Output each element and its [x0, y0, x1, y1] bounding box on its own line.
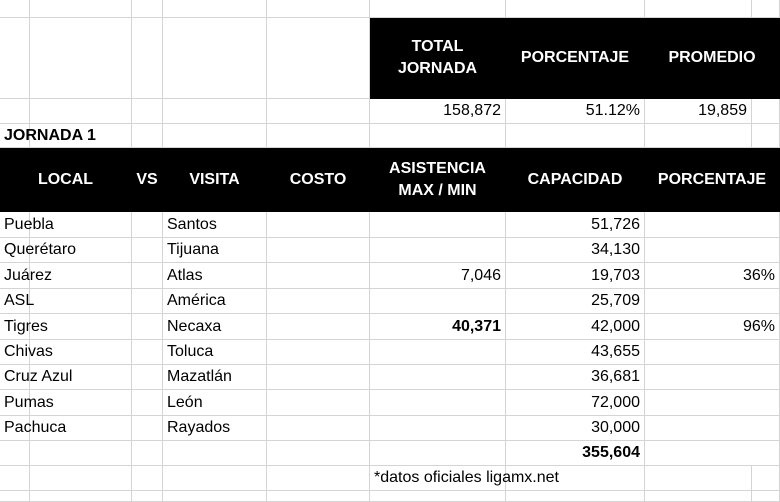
cell-local[interactable]: Pachuca — [0, 416, 30, 441]
cell-local[interactable]: Cruz Azul — [0, 365, 30, 390]
grid-cell[interactable] — [132, 365, 163, 390]
cell-asistencia[interactable] — [370, 416, 506, 441]
grid-cell[interactable] — [267, 238, 370, 263]
cell-porcentaje[interactable]: 36% — [645, 263, 780, 289]
grid-cell[interactable] — [370, 491, 506, 502]
cell-local[interactable]: Pumas — [0, 390, 30, 416]
cell-visita[interactable]: Toluca — [163, 340, 267, 365]
grid-cell[interactable] — [163, 466, 267, 491]
header-porcentaje[interactable]: PORCENTAJE — [645, 148, 780, 212]
grid-cell[interactable] — [752, 491, 780, 502]
grid-cell[interactable] — [132, 466, 163, 491]
cell-capacidad[interactable]: 34,130 — [506, 238, 645, 263]
cell-asistencia[interactable] — [370, 289, 506, 314]
header-capacidad[interactable]: CAPACIDAD — [506, 148, 645, 212]
grid-cell[interactable] — [132, 441, 163, 466]
grid-cell[interactable] — [267, 263, 370, 289]
cell-capacidad[interactable]: 51,726 — [506, 212, 645, 238]
cell-porcentaje[interactable]: 96% — [645, 314, 780, 340]
grid-cell[interactable] — [30, 18, 132, 99]
grid-cell[interactable] — [132, 212, 163, 238]
grid-cell[interactable] — [645, 491, 752, 502]
grid-cell[interactable] — [132, 238, 163, 263]
grid-cell[interactable] — [132, 390, 163, 416]
cell-capacidad[interactable]: 72,000 — [506, 390, 645, 416]
summary-average-header[interactable]: PROMEDIO — [645, 18, 780, 99]
header-costo[interactable]: COSTO — [267, 148, 370, 212]
cell-visita[interactable]: Necaxa — [163, 314, 267, 340]
cell-visita[interactable]: Mazatlán — [163, 365, 267, 390]
cell-local[interactable]: Querétaro — [0, 238, 30, 263]
grid-cell[interactable] — [30, 289, 132, 314]
grid-cell[interactable] — [267, 212, 370, 238]
grid-cell[interactable] — [267, 340, 370, 365]
cell-asistencia[interactable]: 40,371 — [370, 314, 506, 340]
grid-cell[interactable] — [163, 99, 267, 124]
summary-average-value[interactable]: 19,859 — [645, 99, 752, 124]
grid-cell[interactable] — [163, 441, 267, 466]
grid-cell[interactable] — [30, 491, 132, 502]
grid-cell[interactable] — [132, 99, 163, 124]
cell-local[interactable]: Chivas — [0, 340, 30, 365]
grid-cell[interactable] — [0, 466, 30, 491]
grid-cell[interactable] — [267, 390, 370, 416]
grid-cell[interactable] — [30, 212, 132, 238]
grid-cell[interactable] — [267, 365, 370, 390]
grid-cell[interactable] — [0, 491, 30, 502]
grid-cell[interactable] — [132, 0, 163, 18]
grid-cell[interactable] — [267, 99, 370, 124]
total-capacidad[interactable]: 355,604 — [506, 441, 645, 466]
cell-visita[interactable]: Tijuana — [163, 238, 267, 263]
grid-cell[interactable] — [267, 124, 370, 148]
cell-porcentaje[interactable] — [645, 212, 780, 238]
summary-percent-header[interactable]: PORCENTAJE — [506, 18, 645, 99]
grid-cell[interactable] — [30, 0, 132, 18]
grid-cell[interactable] — [645, 441, 780, 466]
cell-asistencia[interactable] — [370, 238, 506, 263]
header-asistencia[interactable]: ASISTENCIA MAX / MIN — [370, 148, 506, 212]
grid-cell[interactable] — [30, 441, 132, 466]
cell-capacidad[interactable]: 19,703 — [506, 263, 645, 289]
grid-cell[interactable] — [132, 124, 163, 148]
summary-percent-value[interactable]: 51.12% — [506, 99, 645, 124]
grid-cell[interactable] — [267, 0, 370, 18]
grid-cell[interactable] — [132, 263, 163, 289]
cell-visita[interactable]: América — [163, 289, 267, 314]
grid-cell[interactable] — [370, 0, 506, 18]
grid-cell[interactable] — [506, 466, 645, 491]
grid-cell[interactable] — [132, 314, 163, 340]
cell-porcentaje[interactable] — [645, 238, 780, 263]
grid-cell[interactable] — [0, 0, 30, 18]
grid-cell[interactable] — [267, 491, 370, 502]
footnote[interactable]: *datos oficiales ligamx.net — [370, 466, 506, 491]
cell-local[interactable]: ASL — [0, 289, 30, 314]
cell-local[interactable]: Puebla — [0, 212, 30, 238]
grid-cell[interactable] — [30, 340, 132, 365]
grid-cell[interactable] — [645, 0, 752, 18]
cell-visita[interactable]: Santos — [163, 212, 267, 238]
cell-visita[interactable]: León — [163, 390, 267, 416]
grid-cell[interactable] — [0, 441, 30, 466]
grid-cell[interactable] — [645, 466, 752, 491]
cell-porcentaje[interactable] — [645, 340, 780, 365]
cell-porcentaje[interactable] — [645, 289, 780, 314]
cell-visita[interactable]: Rayados — [163, 416, 267, 441]
header-visita[interactable]: VISITA — [163, 148, 267, 212]
grid-cell[interactable] — [370, 441, 506, 466]
cell-visita[interactable]: Atlas — [163, 263, 267, 289]
grid-cell[interactable] — [752, 124, 780, 148]
header-local[interactable]: LOCAL — [0, 148, 132, 212]
summary-total-value[interactable]: 158,872 — [370, 99, 506, 124]
grid-cell[interactable] — [645, 124, 752, 148]
grid-cell[interactable] — [506, 491, 645, 502]
grid-cell[interactable] — [267, 18, 370, 99]
grid-cell[interactable] — [0, 99, 30, 124]
cell-capacidad[interactable]: 43,655 — [506, 340, 645, 365]
grid-cell[interactable] — [30, 314, 132, 340]
grid-cell[interactable] — [506, 0, 645, 18]
cell-asistencia[interactable]: 7,046 — [370, 263, 506, 289]
grid-cell[interactable] — [267, 314, 370, 340]
cell-asistencia[interactable] — [370, 365, 506, 390]
grid-cell[interactable] — [132, 340, 163, 365]
grid-cell[interactable] — [30, 416, 132, 441]
grid-cell[interactable] — [132, 289, 163, 314]
cell-capacidad[interactable]: 42,000 — [506, 314, 645, 340]
grid-cell[interactable] — [132, 416, 163, 441]
grid-cell[interactable] — [267, 466, 370, 491]
grid-cell[interactable] — [752, 99, 780, 124]
grid-cell[interactable] — [30, 124, 132, 148]
cell-capacidad[interactable]: 30,000 — [506, 416, 645, 441]
grid-cell[interactable] — [132, 491, 163, 502]
grid-cell[interactable] — [30, 466, 132, 491]
cell-porcentaje[interactable] — [645, 390, 780, 416]
grid-cell[interactable] — [30, 365, 132, 390]
grid-cell[interactable] — [30, 390, 132, 416]
summary-total-header[interactable]: TOTAL JORNADA — [370, 18, 506, 99]
grid-cell[interactable] — [132, 18, 163, 99]
cell-asistencia[interactable] — [370, 340, 506, 365]
cell-asistencia[interactable] — [370, 212, 506, 238]
grid-cell[interactable] — [163, 124, 267, 148]
cell-local[interactable]: Tigres — [0, 314, 30, 340]
grid-cell[interactable] — [163, 491, 267, 502]
grid-cell[interactable] — [267, 416, 370, 441]
cell-capacidad[interactable]: 36,681 — [506, 365, 645, 390]
grid-cell[interactable] — [752, 0, 780, 18]
grid-cell[interactable] — [752, 466, 780, 491]
grid-cell[interactable] — [163, 18, 267, 99]
cell-local[interactable]: Juárez — [0, 263, 30, 289]
grid-cell[interactable] — [0, 18, 30, 99]
cell-asistencia[interactable] — [370, 390, 506, 416]
grid-cell[interactable] — [163, 0, 267, 18]
section-title[interactable]: JORNADA 1 — [0, 124, 30, 148]
cell-porcentaje[interactable] — [645, 416, 780, 441]
grid-cell[interactable] — [267, 289, 370, 314]
grid-cell[interactable] — [506, 124, 645, 148]
grid-cell[interactable] — [30, 99, 132, 124]
grid-cell[interactable] — [30, 238, 132, 263]
grid-cell[interactable] — [370, 124, 506, 148]
header-vs[interactable]: VS — [132, 148, 163, 212]
cell-capacidad[interactable]: 25,709 — [506, 289, 645, 314]
cell-porcentaje[interactable] — [645, 365, 780, 390]
grid-cell[interactable] — [30, 263, 132, 289]
grid-cell[interactable] — [267, 441, 370, 466]
